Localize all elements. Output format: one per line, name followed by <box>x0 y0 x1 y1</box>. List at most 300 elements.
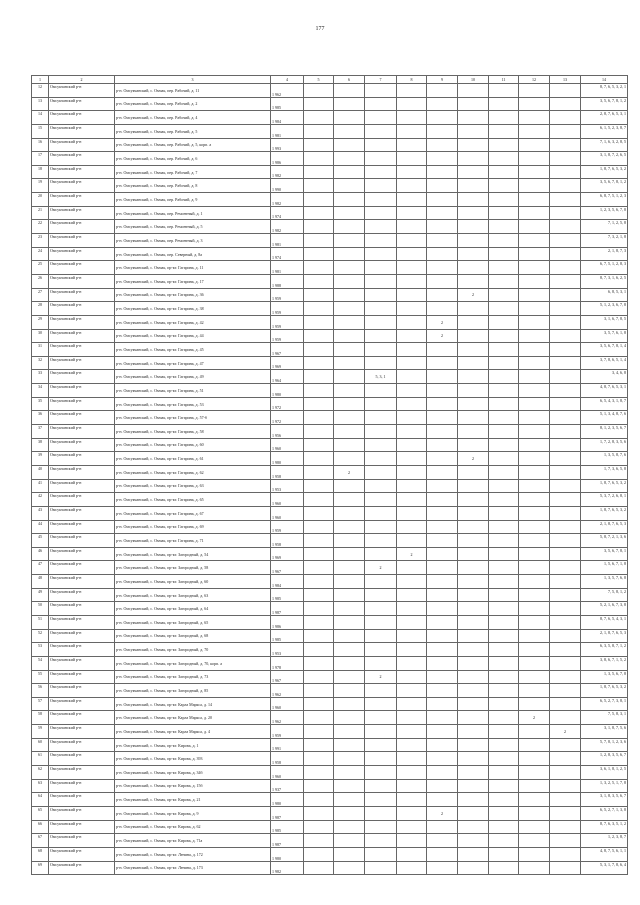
row-col-6 <box>334 84 365 98</box>
row-district: Омсукчанский р-н <box>49 520 115 534</box>
row-number: 34 <box>32 384 49 398</box>
column-header-6: 6 <box>334 76 365 84</box>
table-row <box>32 315 628 329</box>
row-col-10 <box>458 629 489 643</box>
row-codes: 5, 8, 7, 2, 1, 3, 6 <box>581 534 628 548</box>
row-col-9 <box>427 206 458 220</box>
row-year: 1 984 <box>271 575 304 589</box>
row-col-7 <box>365 465 397 479</box>
row-year: 1 986 <box>271 152 304 166</box>
row-col-5 <box>304 384 334 398</box>
row-year: 1 959 <box>271 315 304 329</box>
row-col-11 <box>489 397 519 411</box>
row-col-12 <box>519 193 550 207</box>
row-col-11 <box>489 111 519 125</box>
row-col-9 <box>427 220 458 234</box>
row-col-7 <box>365 302 397 316</box>
row-col-9 <box>427 588 458 602</box>
table-row <box>32 629 628 643</box>
row-col-12 <box>519 411 550 425</box>
row-col-12 <box>519 165 550 179</box>
row-col-6 <box>334 711 365 725</box>
row-col-12 <box>519 861 550 875</box>
row-col-9 <box>427 861 458 875</box>
row-col-9 <box>427 561 458 575</box>
register-table <box>31 75 628 875</box>
row-col-11 <box>489 247 519 261</box>
row-col-13 <box>550 124 581 138</box>
row-col-11 <box>489 261 519 275</box>
row-address: р-н. Омсукчанский, с. Омчак, пер. Рабочий, д. 7 <box>115 165 271 179</box>
row-codes: 1, 8, 7, 6, 5, 3, 2 <box>581 165 628 179</box>
table-row <box>32 84 628 98</box>
table-row <box>32 766 628 780</box>
row-col-11 <box>489 302 519 316</box>
row-col-9 <box>427 725 458 739</box>
row-col-6 <box>334 193 365 207</box>
table-row <box>32 193 628 207</box>
row-col-9: 2 <box>427 315 458 329</box>
row-col-9 <box>427 834 458 848</box>
row-col-9 <box>427 438 458 452</box>
row-col-10 <box>458 274 489 288</box>
row-col-6 <box>334 234 365 248</box>
row-number: 68 <box>32 847 49 861</box>
row-col-13 <box>550 329 581 343</box>
row-col-13 <box>550 452 581 466</box>
row-col-7 <box>365 206 397 220</box>
row-col-7 <box>365 165 397 179</box>
row-col-10 <box>458 179 489 193</box>
table-row <box>32 124 628 138</box>
row-col-13 <box>550 520 581 534</box>
row-district: Омсукчанский р-н <box>49 165 115 179</box>
row-number: 62 <box>32 766 49 780</box>
row-col-8 <box>397 438 427 452</box>
row-col-8 <box>397 725 427 739</box>
row-year: 1 959 <box>271 725 304 739</box>
row-col-7 <box>365 847 397 861</box>
row-col-10 <box>458 397 489 411</box>
row-number: 12 <box>32 84 49 98</box>
row-col-9 <box>427 820 458 834</box>
row-year: 1 980 <box>271 847 304 861</box>
row-address: р-н. Омсукчанский, с. Омчак, пр-кт. Загородный, д. 70 <box>115 643 271 657</box>
row-address: р-н. Омсукчанский, с. Омчак, пр-кт. Кирова, д. 71а <box>115 834 271 848</box>
row-district: Омсукчанский р-н <box>49 84 115 98</box>
row-col-10 <box>458 111 489 125</box>
row-col-13 <box>550 806 581 820</box>
row-number: 48 <box>32 575 49 589</box>
row-col-9 <box>427 752 458 766</box>
row-col-5 <box>304 302 334 316</box>
row-col-11 <box>489 793 519 807</box>
row-year: 1 985 <box>271 97 304 111</box>
row-col-9 <box>427 779 458 793</box>
row-col-12 <box>519 384 550 398</box>
row-year: 1 985 <box>271 820 304 834</box>
row-col-7 <box>365 179 397 193</box>
row-address: р-н. Омсукчанский, с. Омчак, пр-кт. Карла Маркса, д. 14 <box>115 697 271 711</box>
row-col-5 <box>304 124 334 138</box>
row-col-8 <box>397 370 427 384</box>
row-year: 1 987 <box>271 834 304 848</box>
row-number: 33 <box>32 370 49 384</box>
row-codes: 3, 1, 8, 7, 5, 6 <box>581 725 628 739</box>
row-year: 1 980 <box>271 793 304 807</box>
row-col-8 <box>397 425 427 439</box>
row-col-9 <box>427 493 458 507</box>
row-col-7 <box>365 615 397 629</box>
row-col-13 <box>550 193 581 207</box>
row-col-13 <box>550 793 581 807</box>
row-col-11 <box>489 806 519 820</box>
row-col-7 <box>365 97 397 111</box>
row-col-6 <box>334 411 365 425</box>
row-number: 35 <box>32 397 49 411</box>
row-district: Омсукчанский р-н <box>49 493 115 507</box>
row-col-11 <box>489 329 519 343</box>
row-col-12 <box>519 247 550 261</box>
row-address: р-н. Омсукчанский, с. Омчак, пр-кт. Гагарина, д. 38 <box>115 302 271 316</box>
row-col-12 <box>519 779 550 793</box>
row-col-6 <box>334 670 365 684</box>
row-col-9: 2 <box>427 329 458 343</box>
row-address: р-н. Омсукчанский, с. Омчак, пр-кт. Кирова, д. 9 <box>115 806 271 820</box>
row-codes: 1, 2, 8, 3, 5, 6, 7 <box>581 752 628 766</box>
row-col-7 <box>365 343 397 357</box>
row-col-13 <box>550 138 581 152</box>
row-codes: 2, 8, 7, 6, 5, 3, 1 <box>581 111 628 125</box>
row-col-6 <box>334 397 365 411</box>
row-col-11 <box>489 575 519 589</box>
column-header-8: 8 <box>397 76 427 84</box>
row-col-10 <box>458 820 489 834</box>
row-codes: 7, 5, 8, 1, 2 <box>581 588 628 602</box>
row-col-6 <box>334 793 365 807</box>
row-col-12 <box>519 588 550 602</box>
row-col-8 <box>397 506 427 520</box>
row-number: 54 <box>32 656 49 670</box>
table-row <box>32 411 628 425</box>
row-year: 1 969 <box>271 547 304 561</box>
table-row <box>32 479 628 493</box>
row-col-10 <box>458 752 489 766</box>
row-col-10 <box>458 766 489 780</box>
row-codes: 6, 1, 5, 2, 3, 8, 7 <box>581 124 628 138</box>
row-codes: 1, 2, 3, 8, 7 <box>581 834 628 848</box>
row-col-5 <box>304 411 334 425</box>
row-col-7 <box>365 752 397 766</box>
row-col-7 <box>365 493 397 507</box>
row-col-6 <box>334 520 365 534</box>
row-col-11 <box>489 847 519 861</box>
row-codes: 6, 8, 5, 3, 1 <box>581 288 628 302</box>
row-address: р-н. Омсукчанский, с. Омчак, пр-кт. Загородный, д. 85 <box>115 684 271 698</box>
row-col-10 <box>458 602 489 616</box>
row-col-13 <box>550 206 581 220</box>
row-col-5 <box>304 561 334 575</box>
row-col-12 <box>519 152 550 166</box>
row-codes: 3, 6, 1, 8, 1, 2, 5 <box>581 766 628 780</box>
row-district: Омсукчанский р-н <box>49 384 115 398</box>
row-col-11 <box>489 629 519 643</box>
row-col-11 <box>489 725 519 739</box>
row-col-7 <box>365 193 397 207</box>
row-year: 1 987 <box>271 602 304 616</box>
row-col-13 <box>550 315 581 329</box>
row-codes: 3, 5, 6, 7, 8, 1, 4 <box>581 343 628 357</box>
row-col-8 <box>397 261 427 275</box>
row-col-12 <box>519 575 550 589</box>
row-address: р-н. Омсукчанский, с. Омчак, пр-кт. Гагарина, д. 49 <box>115 370 271 384</box>
row-address: р-н. Омсукчанский, с. Омчак, пер. Рабочий, д. 2 <box>115 97 271 111</box>
row-number: 20 <box>32 193 49 207</box>
row-col-5 <box>304 465 334 479</box>
row-codes: 8, 7, 6, 5, 3, 2, 1 <box>581 84 628 98</box>
page-number: 177 <box>315 26 325 32</box>
row-year: 1 960 <box>271 493 304 507</box>
row-col-9 <box>427 179 458 193</box>
row-col-9 <box>427 575 458 589</box>
row-number: 65 <box>32 806 49 820</box>
table-row <box>32 602 628 616</box>
row-address: р-н. Омсукчанский, с. Омчак, пр-кт. Гагарина, д. 62 <box>115 465 271 479</box>
row-col-6 <box>334 288 365 302</box>
row-col-6 <box>334 179 365 193</box>
row-district: Омсукчанский р-н <box>49 288 115 302</box>
column-header-2: 2 <box>49 76 115 84</box>
row-number: 17 <box>32 152 49 166</box>
row-district: Омсукчанский р-н <box>49 438 115 452</box>
row-col-13 <box>550 752 581 766</box>
row-number: 63 <box>32 779 49 793</box>
row-col-5 <box>304 725 334 739</box>
row-col-10 <box>458 561 489 575</box>
row-col-5 <box>304 356 334 370</box>
row-address: р-н. Омсукчанский, с. Омчак, пр-кт. Карла Маркса, д. 20 <box>115 711 271 725</box>
row-col-9 <box>427 629 458 643</box>
table-row <box>32 425 628 439</box>
row-col-12 <box>519 234 550 248</box>
row-col-6 <box>334 656 365 670</box>
row-col-11 <box>489 452 519 466</box>
row-col-6 <box>334 384 365 398</box>
row-col-10 <box>458 206 489 220</box>
row-col-10 <box>458 847 489 861</box>
row-col-10 <box>458 302 489 316</box>
row-col-7: 2 <box>365 670 397 684</box>
row-col-9 <box>427 397 458 411</box>
row-col-11 <box>489 697 519 711</box>
row-col-11 <box>489 834 519 848</box>
row-number: 28 <box>32 302 49 316</box>
row-col-11 <box>489 370 519 384</box>
row-address: р-н. Омсукчанский, с. Омчак, пр-кт. Кирова, д. 15б <box>115 779 271 793</box>
row-codes: 7, 5, 8, 3, 1 <box>581 711 628 725</box>
row-col-7 <box>365 602 397 616</box>
row-address: р-н. Омсукчанский, с. Омчак, пер. Рабочий, д. 9 <box>115 193 271 207</box>
row-col-9 <box>427 84 458 98</box>
row-number: 29 <box>32 315 49 329</box>
row-col-13 <box>550 220 581 234</box>
row-col-12 <box>519 820 550 834</box>
table-row <box>32 234 628 248</box>
row-col-6 <box>334 152 365 166</box>
row-codes: 2, 1, 8, 7, 3 <box>581 247 628 261</box>
row-col-6 <box>334 220 365 234</box>
row-col-5 <box>304 547 334 561</box>
table-row <box>32 288 628 302</box>
row-col-7 <box>365 452 397 466</box>
table-row <box>32 506 628 520</box>
row-col-7 <box>365 479 397 493</box>
row-address: р-н. Омсукчанский, с. Омчак, пр-кт. Гагарина, д. 51 <box>115 384 271 398</box>
row-col-12 <box>519 752 550 766</box>
row-col-5 <box>304 165 334 179</box>
row-district: Омсукчанский р-н <box>49 111 115 125</box>
row-col-10: 2 <box>458 288 489 302</box>
row-col-12 <box>519 725 550 739</box>
row-col-11 <box>489 411 519 425</box>
row-col-10: 2 <box>458 452 489 466</box>
row-col-11 <box>489 315 519 329</box>
row-col-8 <box>397 520 427 534</box>
row-col-7 <box>365 234 397 248</box>
row-col-8 <box>397 806 427 820</box>
row-col-9 <box>427 274 458 288</box>
row-codes: 4, 8, 7, 5, 6, 1, 1 <box>581 847 628 861</box>
table-body <box>32 84 628 875</box>
row-col-13 <box>550 261 581 275</box>
table-row <box>32 179 628 193</box>
row-col-9 <box>427 534 458 548</box>
row-codes: 1, 5, 6, 7, 1, 8 <box>581 561 628 575</box>
row-col-10 <box>458 84 489 98</box>
row-col-10 <box>458 861 489 875</box>
column-header-12: 12 <box>519 76 550 84</box>
row-district: Омсукчанский р-н <box>49 411 115 425</box>
row-year: 1 980 <box>271 452 304 466</box>
row-address: р-н. Омсукчанский, с. Омчак, пр-кт. Гагарина, д. 69 <box>115 520 271 534</box>
row-number: 30 <box>32 329 49 343</box>
row-col-13 <box>550 561 581 575</box>
row-address: р-н. Омсукчанский, с. Омчак, пр-кт. Загородный, д. 65 <box>115 615 271 629</box>
row-col-12 <box>519 315 550 329</box>
row-address: р-н. Омсукчанский, с. Омчак, пер. Рабочий, д. 8 <box>115 179 271 193</box>
row-year: 1 937 <box>271 779 304 793</box>
row-year: 1 981 <box>271 234 304 248</box>
row-codes: 1, 7, 3, 6, 5, 8 <box>581 465 628 479</box>
row-col-6 <box>334 575 365 589</box>
row-district: Омсукчанский р-н <box>49 315 115 329</box>
table-row <box>32 806 628 820</box>
row-col-10 <box>458 165 489 179</box>
row-col-9 <box>427 261 458 275</box>
row-col-5 <box>304 779 334 793</box>
row-col-8 <box>397 820 427 834</box>
row-col-12 <box>519 465 550 479</box>
row-col-8 <box>397 452 427 466</box>
row-number: 46 <box>32 547 49 561</box>
row-col-5 <box>304 493 334 507</box>
row-col-8 <box>397 179 427 193</box>
table-row <box>32 261 628 275</box>
table-row <box>32 684 628 698</box>
table-row <box>32 697 628 711</box>
row-col-11 <box>489 438 519 452</box>
row-col-7 <box>365 411 397 425</box>
row-col-5 <box>304 452 334 466</box>
row-col-5 <box>304 370 334 384</box>
row-year: 1 978 <box>271 656 304 670</box>
row-codes: 5, 1, 2, 3, 6, 7, 8 <box>581 302 628 316</box>
row-col-6 <box>334 315 365 329</box>
table-row <box>32 575 628 589</box>
row-codes: 7, 3, 2, 1, 8 <box>581 234 628 248</box>
row-col-5 <box>304 752 334 766</box>
table-row <box>32 111 628 125</box>
row-district: Омсукчанский р-н <box>49 575 115 589</box>
row-address: р-н. Омсукчанский, с. Омчак, пр-кт. Гагарина, д. 67 <box>115 506 271 520</box>
row-year: 1 987 <box>271 806 304 820</box>
row-col-9 <box>427 165 458 179</box>
row-col-9 <box>427 343 458 357</box>
row-district: Омсукчанский р-н <box>49 302 115 316</box>
row-col-10 <box>458 261 489 275</box>
row-codes: 3, 1, 6, 7, 8, 5 <box>581 315 628 329</box>
row-col-7 <box>365 111 397 125</box>
row-codes: 4, 8, 7, 6, 5, 3, 1 <box>581 384 628 398</box>
row-col-6 <box>334 138 365 152</box>
row-codes: 3, 5, 7, 6, 1, 8 <box>581 329 628 343</box>
row-col-10 <box>458 711 489 725</box>
row-district: Омсукчанский р-н <box>49 329 115 343</box>
row-number: 52 <box>32 629 49 643</box>
row-col-6 <box>334 438 365 452</box>
table-row <box>32 397 628 411</box>
row-district: Омсукчанский р-н <box>49 220 115 234</box>
row-col-7 <box>365 124 397 138</box>
row-col-12 <box>519 834 550 848</box>
row-col-8 <box>397 111 427 125</box>
row-col-8 <box>397 152 427 166</box>
row-col-8 <box>397 138 427 152</box>
row-col-5 <box>304 274 334 288</box>
row-col-9 <box>427 479 458 493</box>
row-col-7 <box>365 356 397 370</box>
row-district: Омсукчанский р-н <box>49 261 115 275</box>
row-col-6 <box>334 643 365 657</box>
row-col-12 <box>519 697 550 711</box>
row-codes: 1, 3, 2, 5, 1, 7, 8 <box>581 779 628 793</box>
row-col-11 <box>489 97 519 111</box>
row-col-6 <box>334 165 365 179</box>
row-district: Омсукчанский р-н <box>49 356 115 370</box>
row-district: Омсукчанский р-н <box>49 752 115 766</box>
row-district: Омсукчанский р-н <box>49 629 115 643</box>
row-col-10 <box>458 834 489 848</box>
row-col-13 <box>550 615 581 629</box>
row-year: 1 981 <box>271 261 304 275</box>
row-col-12 <box>519 329 550 343</box>
row-col-5 <box>304 247 334 261</box>
row-col-5 <box>304 84 334 98</box>
row-col-12 <box>519 479 550 493</box>
row-col-8 <box>397 561 427 575</box>
row-col-5 <box>304 97 334 111</box>
row-number: 55 <box>32 670 49 684</box>
